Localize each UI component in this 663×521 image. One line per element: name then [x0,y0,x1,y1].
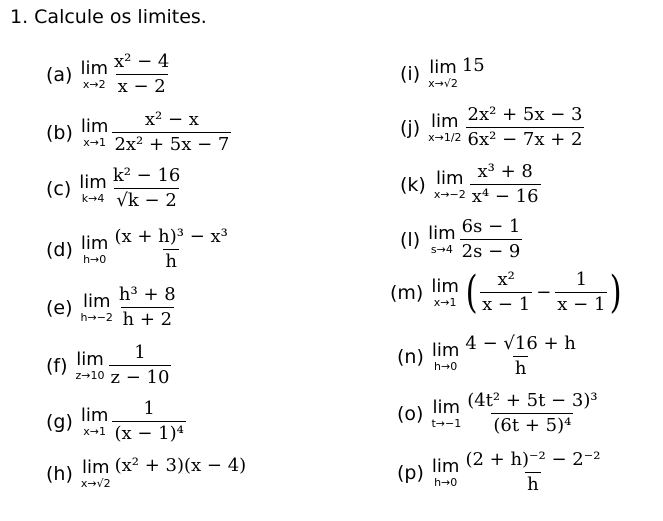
limit-subscript: x→−2 [433,187,466,201]
limit-subscript: k→4 [81,191,105,205]
fraction [112,110,231,155]
limit-operator: lim x→2 [80,57,109,91]
limit-subscript: s→4 [430,242,453,256]
item-h [46,455,247,490]
limit-subscript: x→1/2 [428,130,462,144]
denominator: (x − 1)⁴ [114,423,184,444]
item-i [400,55,485,90]
item-label: (m) [390,281,424,304]
fraction [460,217,523,262]
denominator: x − 1 [557,294,606,315]
fraction [555,270,607,315]
limit-subscript: x→√2 [428,77,458,90]
denominator: x − 1 [482,294,531,315]
limit-operator: lim z→10 [75,348,105,382]
item-label: (f) [46,354,68,377]
item-label: (h) [46,463,73,485]
fraction [466,105,585,150]
fraction [463,334,577,379]
limit-operator: lim h→−2 [80,290,113,324]
numerator: x² [497,269,515,290]
numerator: 1 [134,342,146,363]
limit-operator: lim t→−1 [431,396,462,430]
minus-operator: − [536,282,552,303]
item-label: (b) [46,121,73,144]
item-f [46,343,171,388]
fraction [112,399,185,444]
item-n [397,334,578,379]
denominator: z − 10 [110,367,170,388]
item-o [397,391,600,436]
denominator: √k − 2 [116,190,177,211]
limit-subscript: t→−1 [431,416,462,430]
limit-operator: lim h→0 [431,455,460,489]
denominator: h [165,251,177,272]
fraction [112,52,171,97]
item-p [397,450,602,495]
item-label: (c) [46,177,72,200]
item-d [46,227,230,272]
numerator: 1 [143,398,155,419]
numerator: x² − 4 [114,51,170,72]
limit-subscript: h→0 [83,252,107,266]
limit-operator: lim x→√2 [80,457,111,490]
limit-operator: lim x→1/2 [428,110,462,144]
numerator: h³ + 8 [118,284,176,305]
limit-subscript: z→10 [75,368,105,382]
limit-operator: lim x→1 [80,404,109,438]
item-l [400,217,522,262]
limit-operator: lim s→4 [428,222,456,256]
fraction [470,162,541,207]
item-m [390,266,625,318]
denominator: x⁴ − 16 [471,186,539,207]
denominator: 2s − 9 [461,241,521,262]
numerator: x² − x [144,109,199,130]
right-parenthesis: ) [610,266,623,318]
item-a [46,52,171,97]
denominator: h + 2 [122,309,173,330]
exercise-title: 1. Calcule os limites. [10,6,207,28]
denominator: x − 2 [117,76,166,97]
numerator: (2 + h)⁻² − 2⁻² [465,449,601,470]
item-label: (a) [46,63,73,86]
limit-operator: lim x→√2 [428,57,458,90]
fraction [117,285,178,330]
item-label: (g) [46,410,73,433]
limit-subscript: x→1 [83,424,107,438]
left-parenthesis: ( [465,266,478,318]
limit-operator: lim k→4 [79,171,107,205]
limit-subscript: h→0 [434,359,458,373]
numerator: x³ + 8 [477,161,533,182]
numerator: 6s − 1 [461,216,521,237]
limit-subscript: x→1 [433,295,457,309]
limit-operator: lim h→0 [431,339,460,373]
denominator: h [527,474,539,495]
item-g [46,399,186,444]
expression: 15 [461,55,485,76]
numerator: 1 [575,269,588,290]
item-b [46,110,231,155]
numerator: k² − 16 [112,165,181,186]
denominator: 2x² + 5x − 7 [114,134,230,155]
fraction [112,227,229,272]
item-label: (i) [400,63,421,85]
limit-subscript: x→2 [82,77,106,91]
item-label: (o) [397,402,424,425]
denominator: (6t + 5)⁴ [493,415,572,436]
denominator: h [514,358,527,379]
limit-subscript: h→−2 [80,310,113,324]
expression: (x² + 3)(x − 4) [114,455,247,476]
limit-operator: lim h→0 [80,232,109,266]
limit-subscript: x→√2 [80,477,111,490]
numerator: (x + h)³ − x³ [114,226,228,247]
numerator: (4t² + 5t − 3)³ [467,390,598,411]
limit-subscript: x→1 [83,135,107,149]
item-j [400,105,584,150]
item-e [46,285,178,330]
fraction [463,450,602,495]
fraction [465,391,599,436]
item-k [400,162,541,207]
denominator: 6x² − 7x + 2 [467,129,583,150]
fraction [109,343,172,388]
limit-operator: lim x→1 [431,275,459,309]
item-c [46,166,182,211]
limit-subscript: h→0 [434,475,458,489]
limit-operator: lim x→−2 [433,167,466,201]
numerator: 2x² + 5x − 3 [467,104,583,125]
item-label: (d) [46,238,73,261]
item-label: (j) [400,116,421,139]
numerator: 4 − √16 + h [465,333,576,354]
item-label: (k) [400,173,426,196]
item-label: (p) [397,461,424,484]
fraction [111,166,183,211]
limit-operator: lim x→1 [80,115,109,149]
item-label: (e) [46,296,73,319]
fraction [480,270,532,315]
item-label: (l) [400,228,421,251]
item-label: (n) [397,345,424,368]
